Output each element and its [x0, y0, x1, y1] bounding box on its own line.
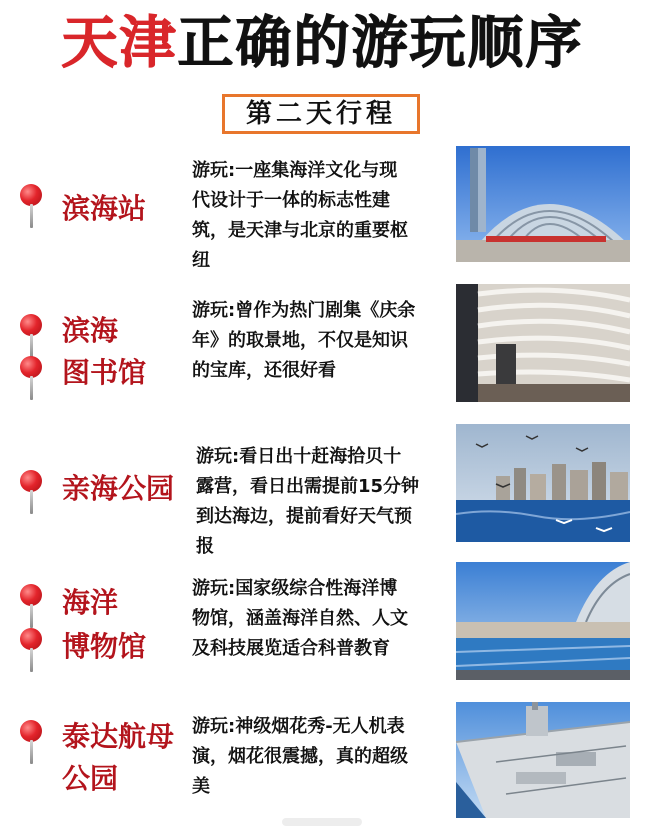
place-name: 海洋 — [62, 586, 119, 619]
page-title-rest: 正确的游玩顺序 — [177, 11, 584, 76]
binhai-library-photo — [456, 284, 630, 402]
place-description: 游玩:一座集海洋文化与现 代设计于一体的标志性建 筑，是天津与北京的重要枢 纽 — [192, 160, 408, 271]
map-pin-icon — [16, 314, 46, 360]
place-name: 泰达航母 — [62, 720, 175, 753]
itinerary-item — [0, 560, 645, 690]
itinerary-item — [0, 420, 645, 557]
place-description: 游玩:神级烟花秀-无人机表 演，烟花很震撼，真的超级 美 — [192, 716, 408, 797]
place-description: 游玩:国家级综合性海洋博 物馆，涵盖海洋自然、人文 及科技展览适合科普教育 — [192, 578, 408, 659]
place-name: 公园 — [62, 762, 119, 795]
binhai-station-photo — [456, 146, 630, 262]
map-pin-icon — [16, 356, 46, 402]
page-title — [0, 4, 645, 84]
place-description: 游玩:曾作为热门剧集《庆余 年》的取景地，不仅是知识 的宝库，还很好看 — [192, 300, 416, 381]
itinerary-item — [0, 280, 645, 410]
place-description: 游玩:看日出十赶海拾贝十 露营，看日出需提前15分钟 到达海边，提前看好天气预 报 — [196, 446, 420, 557]
itinerary-item — [0, 140, 645, 270]
place-name: 图书馆 — [62, 356, 147, 389]
place-name: 亲海公园 — [62, 472, 175, 505]
itinerary-item — [0, 700, 645, 828]
place-name: 滨海 — [62, 314, 119, 347]
map-pin-icon — [16, 584, 46, 630]
page-title-city: 天津 — [61, 11, 178, 76]
place-name: 滨海站 — [62, 192, 147, 225]
map-pin-icon — [16, 628, 46, 674]
page-indicator — [282, 818, 362, 826]
map-pin-icon — [16, 184, 46, 230]
seaside-park-photo — [456, 424, 630, 542]
map-pin-icon — [16, 720, 46, 766]
map-pin-icon — [16, 470, 46, 516]
carrier-park-photo — [456, 702, 630, 818]
place-name: 博物馆 — [62, 630, 147, 663]
day-subtitle: 第二天行程 — [222, 94, 420, 134]
ocean-museum-photo — [456, 562, 630, 680]
